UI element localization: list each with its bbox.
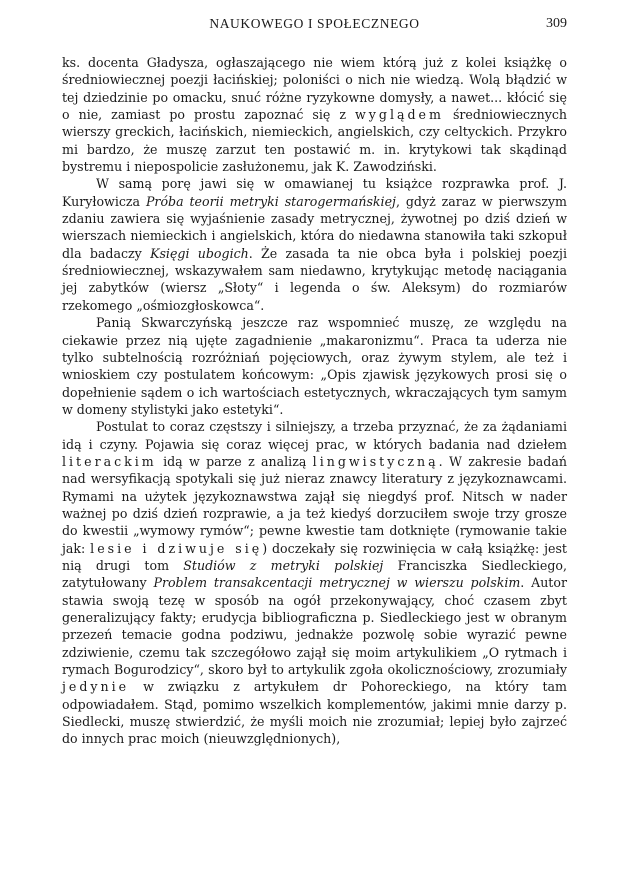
work-title: Studiów z metryki polskiej xyxy=(183,557,384,573)
work-title: Księgi ubogich xyxy=(150,245,249,261)
paragraph-2 xyxy=(62,175,567,314)
body-text xyxy=(62,54,567,748)
spaced-emphasis: wyglądem xyxy=(354,107,444,123)
text-run: w związku z artykułem dr Pohoreckiego, na który tam odpowiadałem. Stąd, pomimo wszelkich komplementów, jakimi mnie darzy p. Siedlecki, muszę stwierdzić, że myśli moich nie zrozumiał; lepiej było zajrzeć do innych prac moich (nieuwzględnionych), xyxy=(62,679,567,747)
paragraph-1 xyxy=(62,54,567,175)
spaced-emphasis: literackim xyxy=(62,453,157,469)
spaced-emphasis: jedynie xyxy=(62,679,130,695)
text-run: W samą porę jawi się w omawianej tu książce rozprawka prof. J. Kuryłowicza xyxy=(62,176,567,209)
work-title: Problem transakcentacji metrycznej w wierszu polskim xyxy=(153,575,521,591)
text-run: idą w parze z analizą xyxy=(156,453,313,469)
text-run: ) doczekały się rozwinięcia w całą książkę: jest nią drugi tom xyxy=(62,540,567,573)
text-run: , gdyż zaraz w pierwszym zdaniu zawiera się wyjaśnienie zasady metrycznej, żywotnej po dziś dzień w wierszach niemieckich i angielskich, która do niedawna stanowiła taki szkopuł dla badaczy xyxy=(62,193,567,261)
text-run: Postulat to coraz częstszy i silniejszy, a trzeba przyznać, że za żądaniami idą i czyny. Pojawia się coraz więcej prac, w których badania nad dziełem xyxy=(62,419,567,452)
paragraph-4 xyxy=(62,418,567,748)
work-title: Próba teorii metryki starogermańskiej xyxy=(145,193,396,209)
text-run: . Autor stawia swoją tezę w sposób na ogół przekonywający, choć czasem zbyt generalizujący fakty; erudycja bibliograficzna p. Siedleckiego jest w obranym przezeń temacie godna podziwu, jednakże pozwolę sobie wyrazić pewne zdziwienie, czemu tak szczegółowo zajął się moim artykulikiem „O rytmach i rymach Bogurodzicy“, skoro był to artykulik zgoła okolicznościowy, zrozumiały xyxy=(62,575,567,678)
text-run: . W zakresie badań nad wersyfikacją spotykali się już nieraz znawcy literatury z językoznawcami. Rymami na użytek językoznawstwa zajął się niegdyś prof. Nitsch w nader ważnej po dziś dzień rozprawie, a ja też kiedyś dorzuciłem swoje trzy grosze do kwestii „wymowy rymów“; pewne kwestie tam dotknięte (rymowanie takie jak: xyxy=(62,453,567,556)
text-run: ks. docenta Gładysza, ogłaszającego nie wiem którą już z kolei książkę o średniowiecznej poezji łacińskiej; poloniści o nich nie wiedzą. Wolą błądzić w tej dziedzinie po omacku, snuć różne ryzykowne domysły, a nawet... kłócić się o nie, zamiast po prostu zapoznać się z xyxy=(62,55,567,123)
spaced-emphasis: lesie i dziwuje się xyxy=(90,540,263,556)
paragraph-3 xyxy=(62,314,567,418)
text-run: . Że zasada ta nie obca była i polskiej poezji średniowiecznej, wskazywałem sam niedawno, krytykując metodę naciągania jej zabytków (wiersz „Słoty“ i legenda o św. Aleksym) do rozmiarów rzekomego „ośmiozgłoskowca“. xyxy=(62,245,567,313)
page-number: 309 xyxy=(546,16,567,31)
text-run: średniowiecznych wierszy greckich, łacińskich, niemieckich, angielskich, czy celtyckich. Przykro mi bardzo, że muszę zarzut ten postawić m. in. krytykowi tak skądinąd bystremu i niepospolicie zasłużonemu, jak K. Zawodziński. xyxy=(62,107,567,175)
spaced-emphasis: lingwistyczną xyxy=(312,453,439,469)
running-head: NAUKOWEGO I SPOŁECZNEGO xyxy=(209,16,420,31)
page-header xyxy=(62,16,567,38)
text-run: Franciszka Siedleckiego, zatytułowany xyxy=(62,557,567,591)
text-run: Panią Skwarczyńską jeszcze raz wspomnieć muszę, ze względu na ciekawie przez nią ujęte zagadnienie „makaronizmu“. Praca ta uderza nie tylko subtelnością rozróżniań pojęciowych, oraz żywym stylem, ale też i wnioskiem czy postulatem końcowym: „Opis zjawisk językowych prosi się o dopełnienie sądem o ich wartościach estetycznych, wkraczających tym samym w domeny stylistyki jako estetyki“. xyxy=(62,315,567,417)
